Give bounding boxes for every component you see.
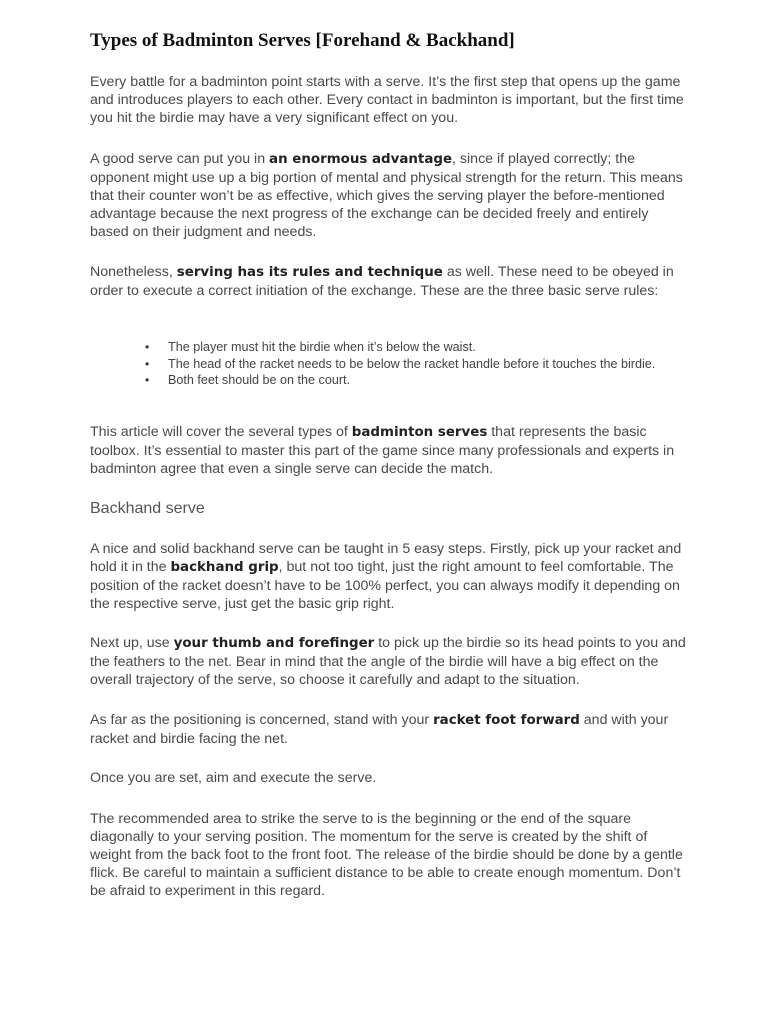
bullet-icon: • bbox=[145, 373, 150, 387]
overview-text-end: that represents the basic toolbox. It’s essential to master this part of the game since many professionals and experts in badminton agree that even a single serve can decide the match. bbox=[90, 424, 675, 477]
positioning-paragraph bbox=[90, 711, 688, 748]
bullet-icon: • bbox=[145, 356, 150, 371]
serve-rules-list bbox=[145, 339, 680, 389]
rules-intro-text-start: Nonetheless, bbox=[90, 264, 177, 280]
overview-text-start: This article will cover the several types of bbox=[90, 424, 352, 440]
list-item bbox=[145, 372, 680, 389]
list-item bbox=[145, 356, 680, 373]
rules-intro-text-end: as well. These need to be obeyed in order to execute a correct initiation of the exchange. These are the three basic serve rules: bbox=[90, 264, 674, 299]
section-heading: Backhand serve bbox=[90, 500, 205, 517]
birdie-text-start: Next up, use bbox=[90, 635, 174, 651]
strike-area-paragraph: The recommended area to strike the serve to is the beginning or the end of the square diagonally to your serving position. The momentum for the serve is created by the shift of weight from the back foot to the front foot. The release of the birdie should be done by a gentle flick. Be careful to maintain a sufficient distance to be able to create enough momentum. Don’t be afraid to experiment in this regard. bbox=[90, 811, 683, 899]
grip-text-end: , but not too tight, just the right amount to feel comfortable. The position of the racket doesn’t have to be 100% perfect, you can always modify it depending on the respective serve, just get the basic grip right. bbox=[90, 559, 680, 612]
advantage-text-end: , since if played correctly; the opponent might use up a big portion of mental and physical strength for the return. This means that their counter won’t be as effective, which gives the serving player the before-mentioned advantage because the next progress of the exchange can be decided freely and entirely based on their judgment and needs. bbox=[90, 151, 683, 240]
positioning-text-start: As far as the positioning is concerned, stand with your bbox=[90, 712, 434, 728]
rules-intro-bold-phrase: serving has its rules and technique bbox=[176, 265, 443, 280]
overview-bold-phrase: badminton serves bbox=[351, 425, 488, 440]
rules-intro-paragraph bbox=[90, 263, 688, 300]
grip-text-start: A nice and solid backhand serve can be taught in 5 easy steps. Firstly, pick up your racket and hold it in the bbox=[90, 541, 682, 575]
advantage-text-start: A good serve can put you in bbox=[90, 151, 270, 167]
grip-bold-phrase: backhand grip bbox=[170, 560, 279, 575]
grip-paragraph bbox=[90, 540, 688, 613]
birdie-text-end: to pick up the birdie so its head points to you and the feathers to the net. Bear in mind that the angle of the birdie will have a big effect on the overall trajectory of the serve, so choose it carefully and adapt to the situation. bbox=[90, 635, 686, 688]
intro-paragraph: Every battle for a badminton point starts with a serve. It’s the first step that opens up the game and introduces players to each other. Every contact in badminton is important, but the first time you hit the birdie may have a very significant effect on you. bbox=[90, 74, 684, 126]
positioning-bold-phrase: racket foot forward bbox=[433, 713, 580, 728]
rule-text: Both feet should be on the court. bbox=[168, 373, 351, 387]
birdie-bold-phrase: your thumb and forefinger bbox=[173, 636, 375, 651]
list-item bbox=[145, 339, 680, 356]
advantage-bold-phrase: an enormous advantage bbox=[269, 152, 453, 167]
rule-text: The head of the racket needs to be below the racket handle before it touches the birdie. bbox=[168, 356, 656, 371]
article-title: Types of Badminton Serves [Forehand & Backhand] bbox=[90, 30, 515, 51]
advantage-paragraph bbox=[90, 150, 688, 241]
birdie-paragraph bbox=[90, 634, 688, 689]
overview-paragraph bbox=[90, 423, 688, 478]
positioning-text-end: and with your racket and birdie facing the net. bbox=[90, 712, 669, 747]
bullet-icon: • bbox=[145, 340, 150, 354]
rule-text: The player must hit the birdie when it’s below the waist. bbox=[168, 340, 476, 354]
execute-paragraph: Once you are set, aim and execute the serve. bbox=[90, 770, 377, 786]
